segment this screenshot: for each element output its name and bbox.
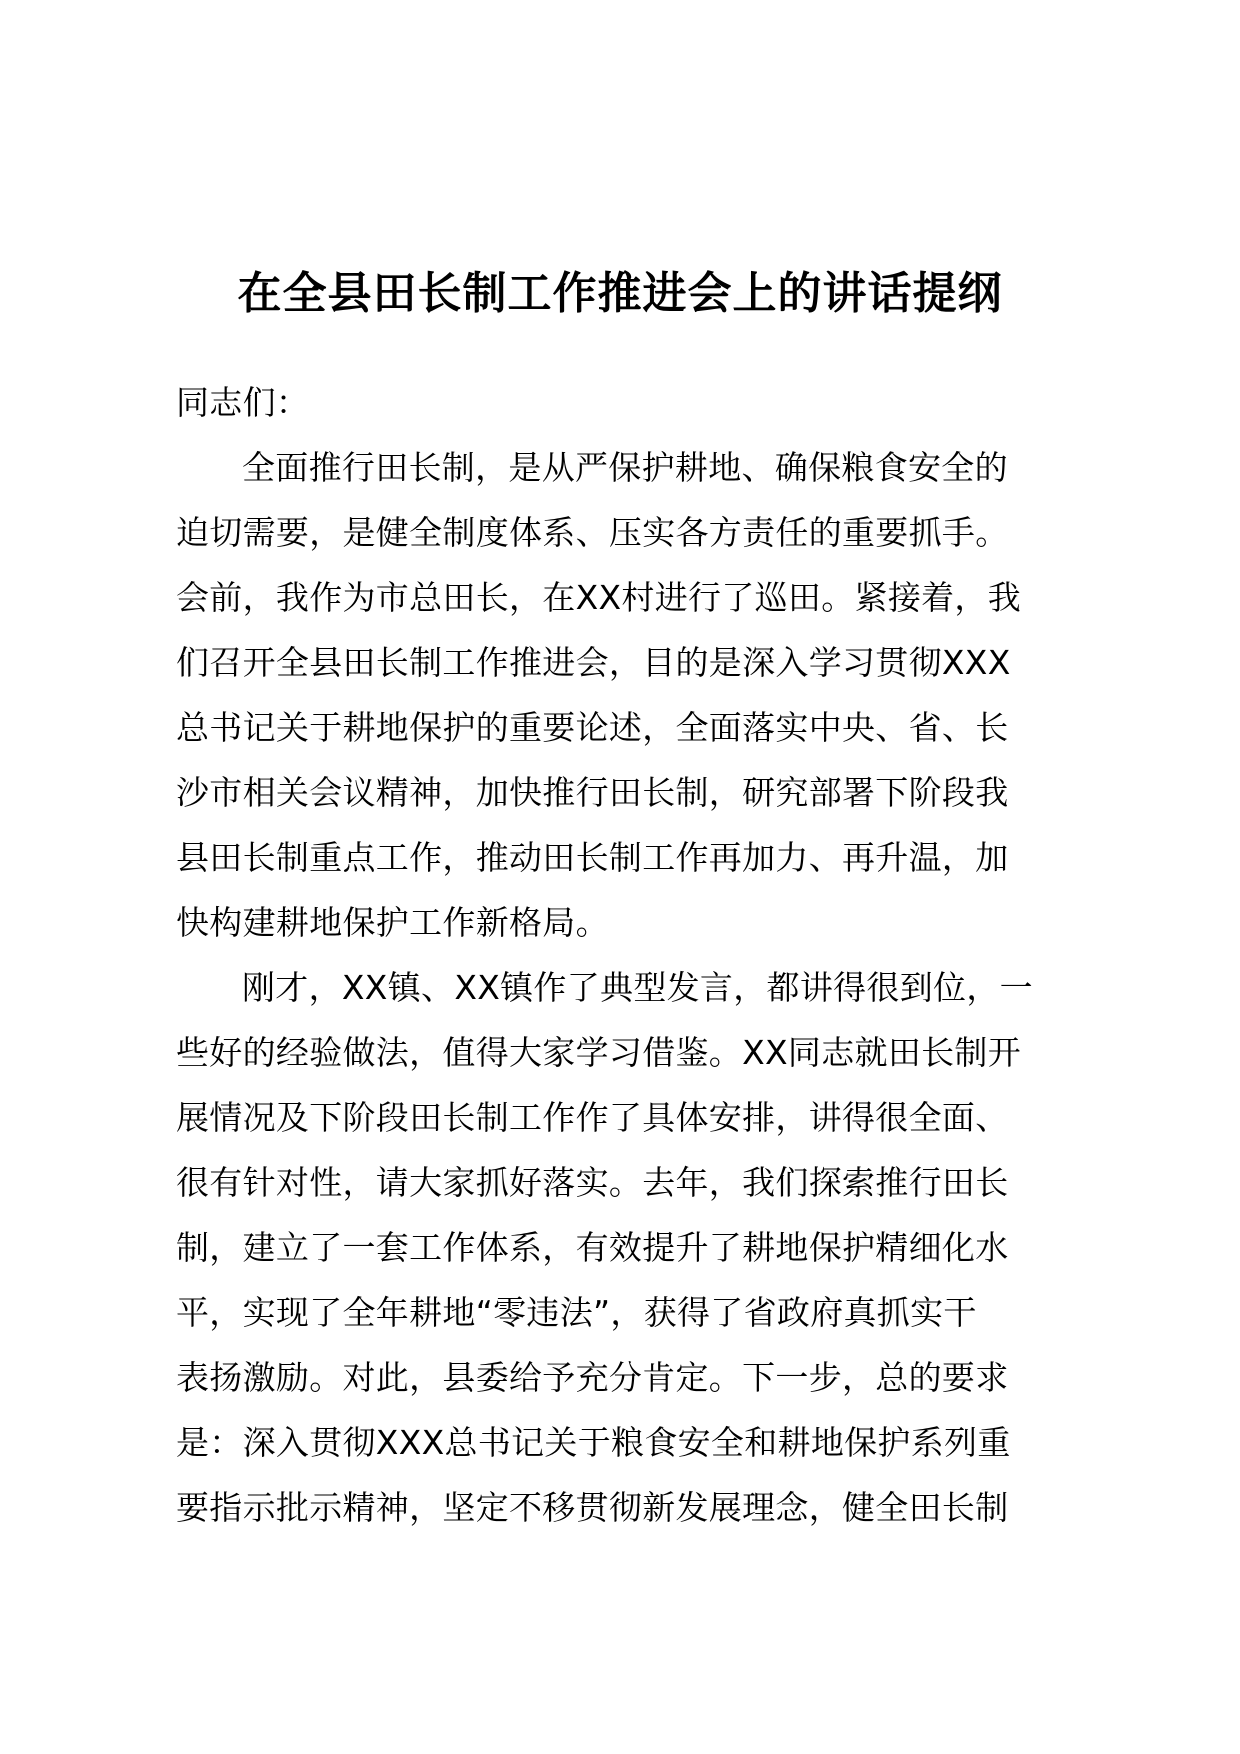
- paragraph-1-line-5: 总书记关于耕地保护的重要论述，全面落实中央、省、长: [176, 708, 1009, 747]
- paragraph-1-line-1: 全面推行田长制，是从严保护耕地、确保粮食安全的: [242, 448, 1008, 487]
- paragraph-2-line-6: 平，实现了全年耕地“零违法”，获得了省政府真抓实干: [176, 1293, 977, 1332]
- paragraph-2-line-5: 制，建立了一套工作体系，有效提升了耕地保护精细化水: [176, 1228, 1009, 1267]
- paragraph-1-line-2: 迫切需要，是健全制度体系、压实各方责任的重要抓手。: [176, 513, 1009, 552]
- paragraph-2-line-1: 刚才，XX镇、XX镇作了典型发言，都讲得很到位，一: [242, 968, 1033, 1007]
- document-title: 在全县田长制工作推进会上的讲话提纲: [237, 268, 1003, 319]
- document-body: [176, 370, 1106, 1540]
- paragraph-2-line-7: 表扬激励。对此，县委给予充分肯定。下一步，总的要求: [176, 1358, 1009, 1397]
- paragraph-2-line-8: 是：深入贯彻XXX总书记关于粮食安全和耕地保护系列重: [176, 1423, 1011, 1462]
- paragraph-2-line-4: 很有针对性，请大家抓好落实。去年，我们探索推行田长: [176, 1163, 1009, 1202]
- salutation-line: 同志们：: [176, 383, 310, 422]
- paragraph-1-line-6: 沙市相关会议精神，加快推行田长制，研究部署下阶段我: [176, 773, 1009, 812]
- paragraph-1-line-4: 们召开全县田长制工作推进会，目的是深入学习贯彻XXX: [176, 643, 1011, 682]
- paragraph-2-line-9: 要指示批示精神，坚定不移贯彻新发展理念，健全田长制: [176, 1488, 1009, 1527]
- paragraph-1-line-8: 快构建耕地保护工作新格局。: [176, 903, 609, 942]
- paragraph-1-line-7: 县田长制重点工作，推动田长制工作再加力、再升温，加: [176, 838, 1009, 877]
- paragraph-2-line-2: 些好的经验做法，值得大家学习借鉴。XX同志就田长制开: [176, 1033, 1022, 1072]
- paragraph-1-line-3: 会前，我作为市总田长，在XX村进行了巡田。紧接着，我: [176, 578, 1022, 617]
- paragraph-2-line-3: 展情况及下阶段田长制工作作了具体安排，讲得很全面、: [176, 1098, 1009, 1137]
